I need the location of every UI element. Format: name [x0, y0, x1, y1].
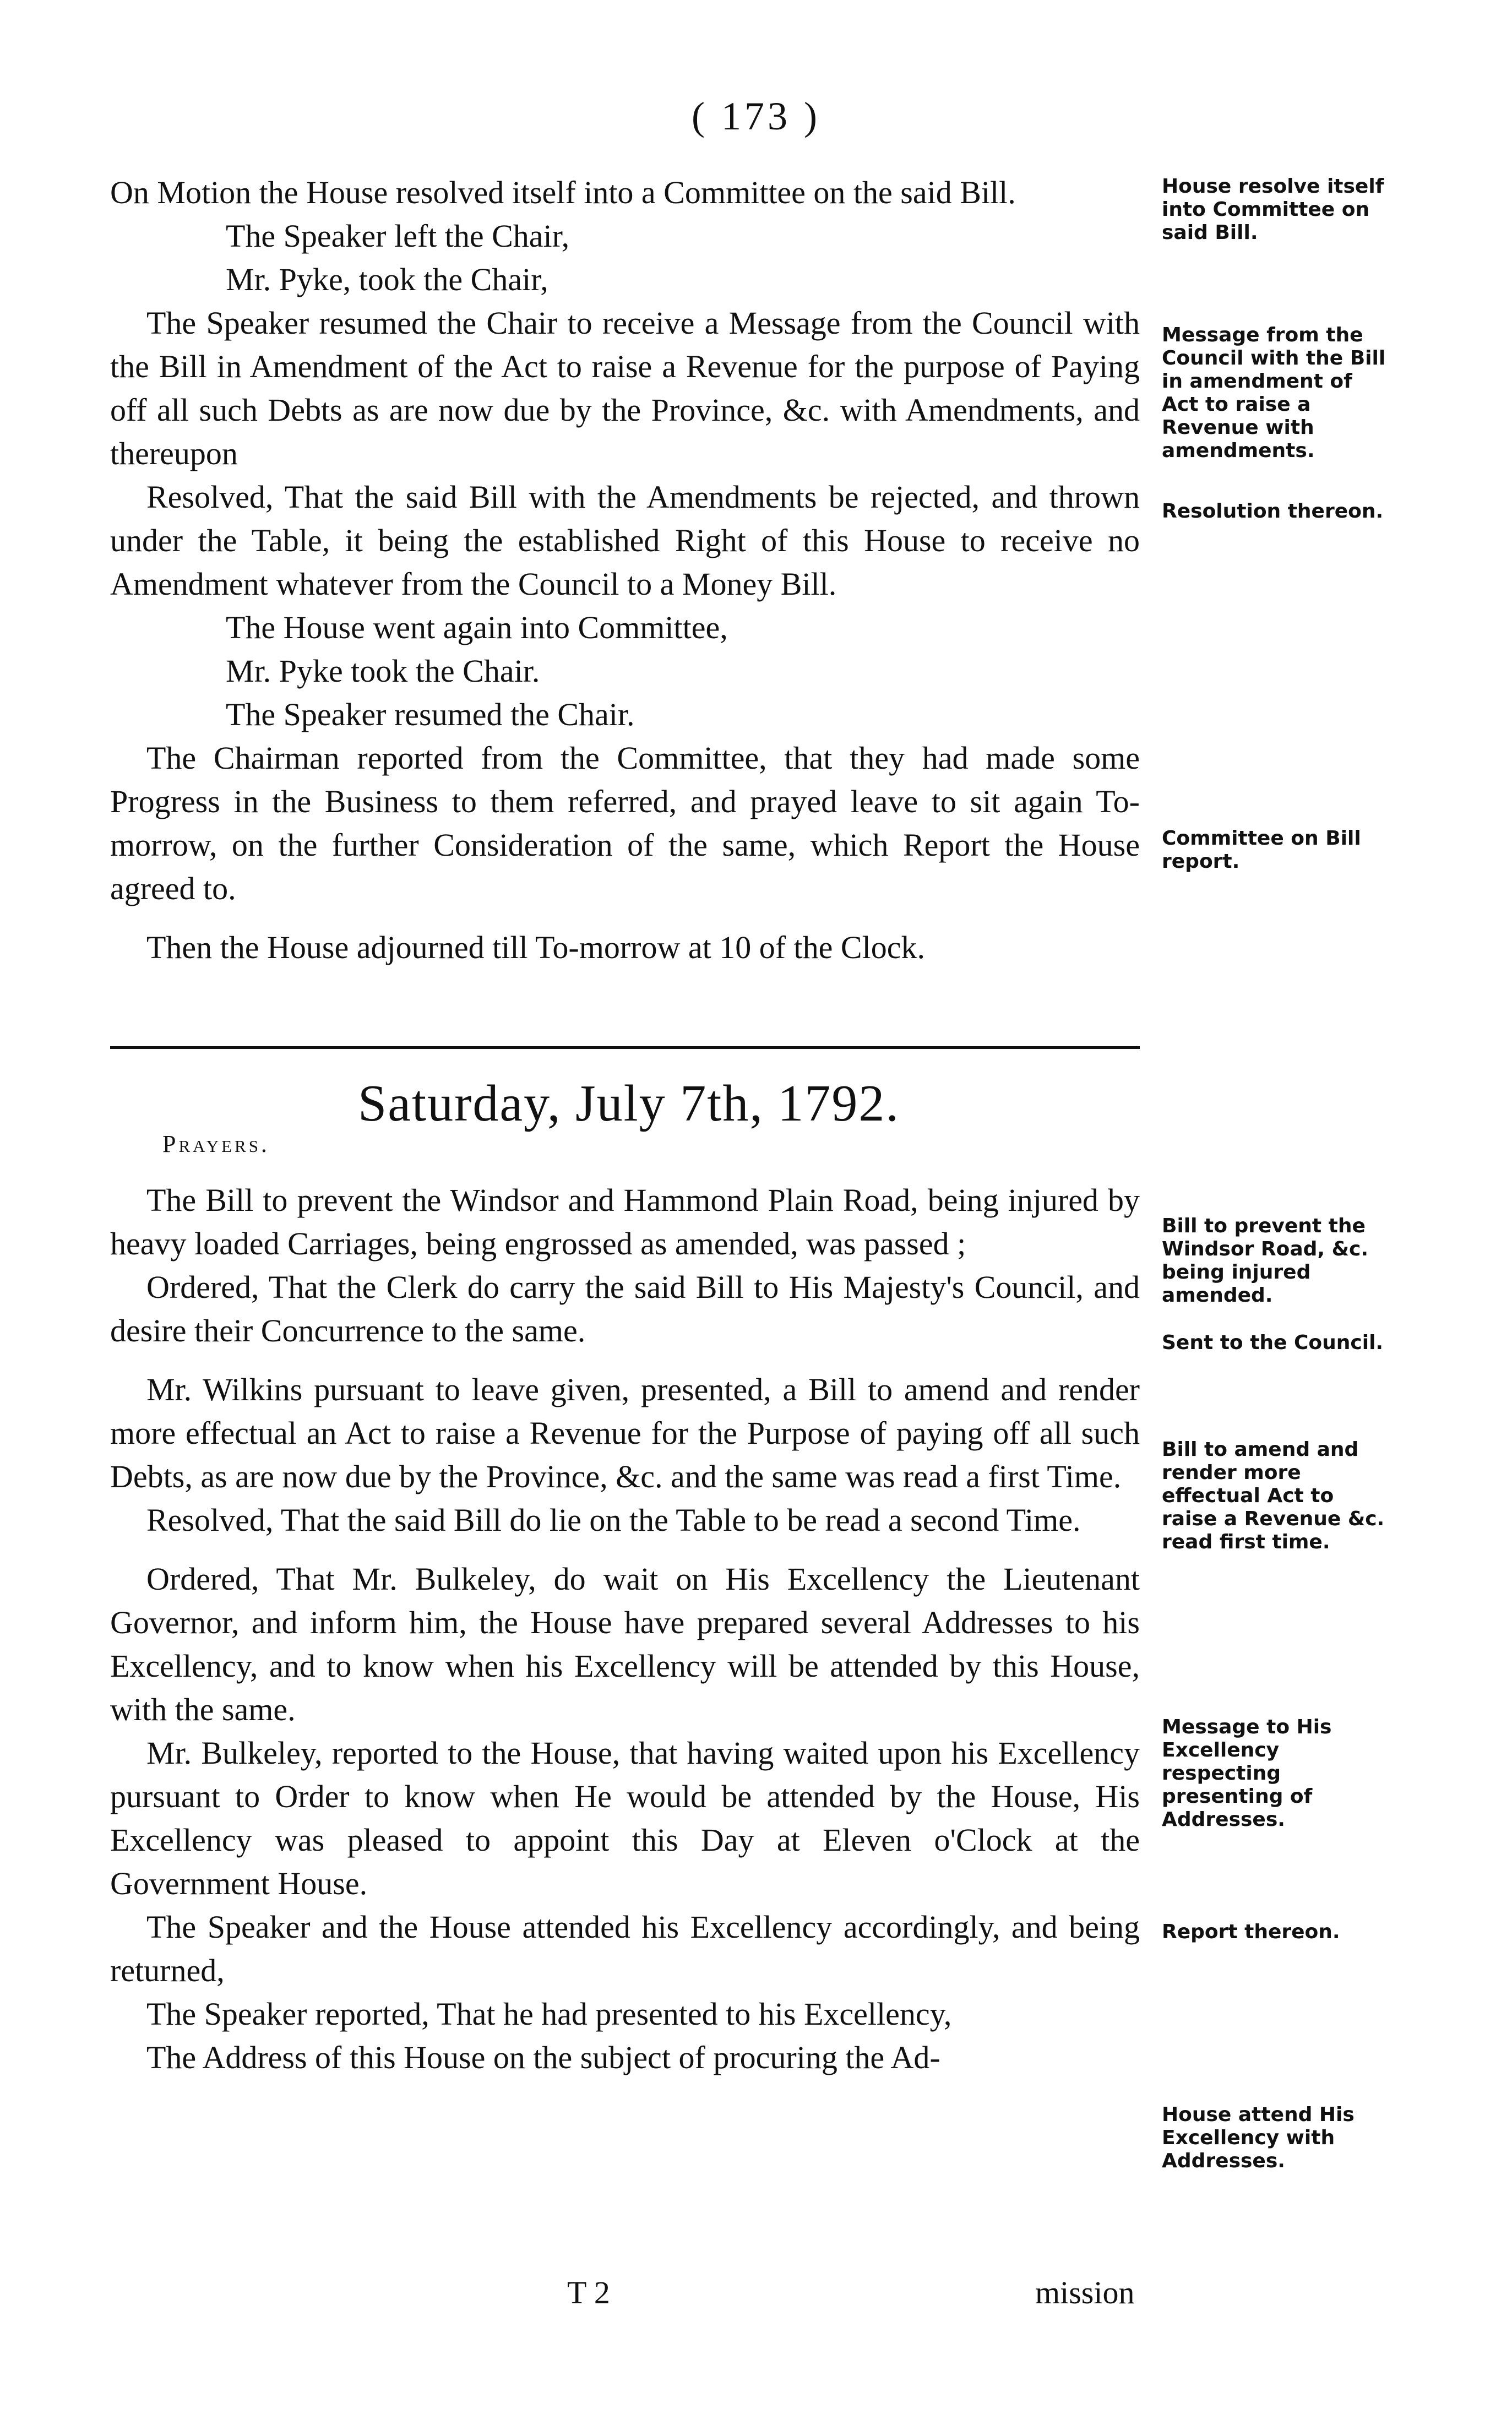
margin-note: Sent to the Council. — [1162, 1331, 1384, 1354]
date-heading: Saturday, July 7th, 1792. — [358, 1075, 900, 1132]
proceedings-top — [110, 171, 1140, 969]
paragraph: Mr. Wilkins pursuant to leave given, presented, a Bill to amend and render more effectual an Act to raise a Revenue for the Purpose of paying off all such Debts, as are now due by the Province, &c. and the same was read a first Time. — [110, 1372, 1140, 1494]
paragraph: The Speaker left the Chair, — [226, 218, 570, 254]
paragraph: The Bill to prevent the Windsor and Hammond Plain Road, being injured by heavy loaded Carriages, being engrossed as amended, was passed ; — [110, 1182, 1140, 1262]
paragraph: Mr. Pyke took the Chair. — [226, 653, 540, 689]
paragraph: The House went again into Committee, — [226, 610, 728, 645]
paragraph: On Motion the House resolved itself into a Committee on the said Bill. — [110, 175, 1016, 210]
paragraph: Ordered, That Mr. Bulkeley, do wait on His Excellency the Lieutenant Governor, and inform him, the House have prepared several Addresses to his Excellency, and to know when his Excellency will be attended by this House, with the same. — [110, 1561, 1140, 1727]
paragraph: The Chairman reported from the Committee, that they had made some Progress in the Business to them referred, and prayed leave to sit again To-morrow, on the further Consideration of the same, which Report the House agreed to. — [110, 740, 1140, 906]
margin-note: Bill to amend and render more effectual Act to raise a Revenue &c. read first time. — [1162, 1438, 1385, 1553]
paragraph-gap — [110, 1352, 1140, 1368]
prayers-label: Prayers. — [162, 1130, 270, 1157]
catchword: mission — [1035, 2275, 1135, 2310]
section-divider — [110, 1046, 1140, 1049]
margin-note: Committee on Bill report. — [1162, 827, 1361, 873]
margin-note: Message to His Excellency respecting presenting of Addresses. — [1162, 1716, 1332, 1831]
paragraph: The Speaker resumed the Chair to receive a Message from the Council with the Bill in Amendment of the Act to raise a Revenue for the purpose of Paying off all such Debts as are now due by the Province, &c. with Amendments, and thereupon — [110, 305, 1140, 471]
paragraph: The Address of this House on the subject of procuring the Ad- — [146, 2040, 940, 2075]
margin-note: Bill to prevent the Windsor Road, &c. being injured amended. — [1162, 1215, 1369, 1307]
paragraph: Resolved, That the said Bill with the Amendments be rejected, and thrown under the Table, it being the established Right of this House to receive no Amendment whatever from the Council to a Money Bill. — [110, 479, 1140, 602]
signature-mark: T 2 — [567, 2275, 610, 2310]
paragraph: The Speaker resumed the Chair. — [226, 697, 635, 732]
paragraph-gap — [110, 910, 1140, 926]
margin-note: Report thereon. — [1162, 1921, 1340, 1943]
margin-note: House attend His Excellency with Addresses. — [1162, 2103, 1355, 2172]
paragraph-gap — [110, 1542, 1140, 1557]
margin-note: House resolve itself into Committee on said Bill. — [1162, 175, 1384, 244]
paragraph: Mr. Pyke, took the Chair, — [226, 262, 548, 297]
paragraph: The Speaker and the House attended his Excellency accordingly, and being returned, — [110, 1909, 1140, 1988]
margin-note: Resolution thereon. — [1162, 500, 1384, 523]
proceedings-bottom — [110, 1178, 1140, 2079]
page-number: ( 173 ) — [692, 94, 820, 138]
paragraph: Ordered, That the Clerk do carry the said Bill to His Majesty's Council, and desire their Concurrence to the same. — [110, 1269, 1140, 1349]
paragraph: Mr. Bulkeley, reported to the House, that having waited upon his Excellency pursuant to Order to know when He would be attended by the House, His Excellency was pleased to appoint this Day at Eleven o'Clock at the Government House. — [110, 1735, 1140, 1901]
paragraph: Then the House adjourned till To-morrow at 10 of the Clock. — [146, 929, 925, 965]
paragraph: Resolved, That the said Bill do lie on the Table to be read a second Time. — [146, 1502, 1081, 1538]
paragraph: The Speaker reported, That he had presented to his Excellency, — [146, 1996, 952, 2032]
margin-note: Message from the Council with the Bill in amendment of Act to raise a Revenue with amendments. — [1162, 324, 1386, 462]
